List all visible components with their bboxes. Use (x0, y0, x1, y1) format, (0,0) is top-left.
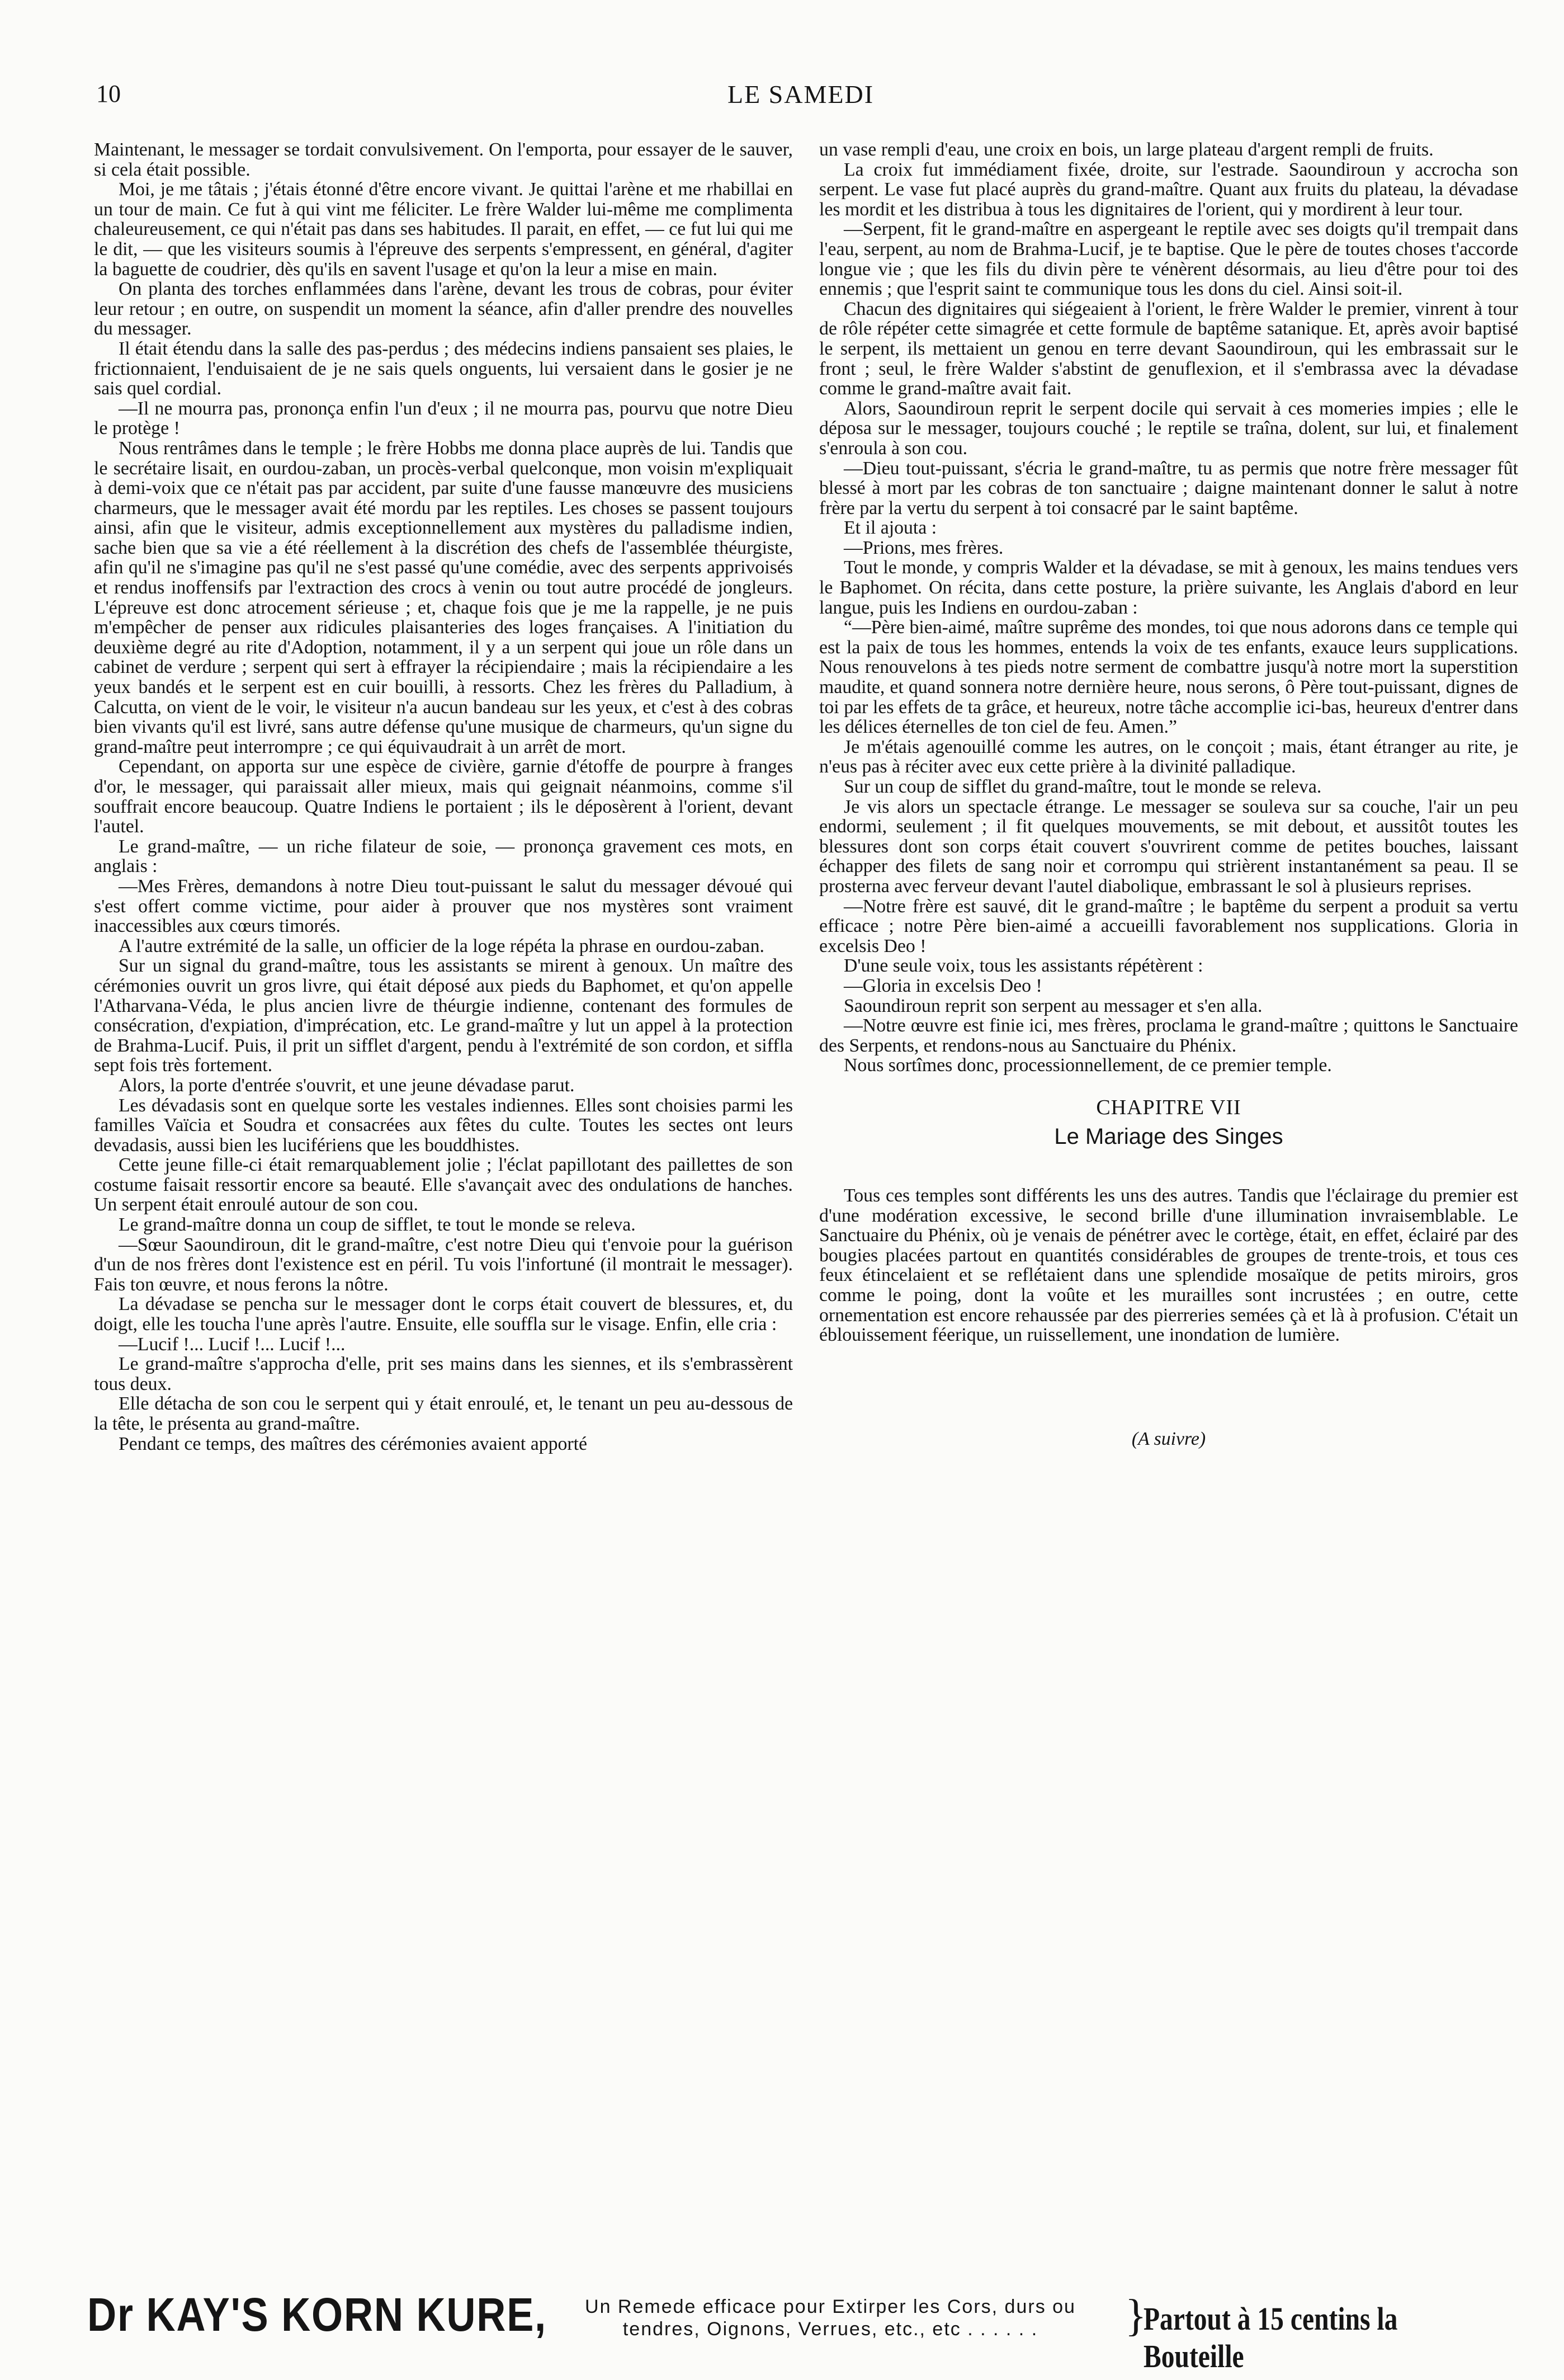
to-be-continued: (A suivre) (1131, 1428, 1206, 1449)
paragraph: Alors, la porte d'entrée s'ouvrit, et une jeune dévadase parut. (119, 1074, 575, 1096)
paragraph: Cependant, on apporta sur une espèce de civière, garnie d'étoffe de pourpre à franges d'or, le messager, qui paraissait aller mieux, mais qui geignait néanmoins, comme s'il souffrait encore beaucoup. Quatre Indiens le portaient ; ils le déposèrent à l'orient, devant l'autel. (94, 756, 793, 837)
paragraph: Le grand-maître, — un riche filateur de soie, — prononça gravement ces mots, en anglais : (94, 836, 793, 877)
ad-slogan: Partout à 15 centins la Bouteille (1144, 2301, 1398, 2374)
paragraph: Le grand-maître donna un coup de sifflet, te tout le monde se releva. (119, 1214, 636, 1236)
paragraph: Nous rentrâmes dans le temple ; le frère Hobbs me donna place auprès de lui. Tandis que le secrétaire lisait, en ourdou-zaban, un procès-verbal quelconque, mon voisin m'expliquait à demi-voix que ce n'était pas par accident, par suite d'une fausse manœuvre des musiciens charmeurs, que le messager avait été mordu par les reptiles. Les choses se passent toujours ainsi, afin que le visiteur, admis exceptionnellement aux mystères du palladisme indien, sache bien que sa vie a été réellement à la discrétion des chefs de l'assemblée théurgiste, afin qu'il ne s'imagine pas qu'il ne s'est passé qu'une comédie, avec des serpents apprivoisés et rendus inoffensifs par l'extraction des crocs à venin ou tout autre procédé de jongleurs. L'épreuve est donc atrocement sérieuse ; et, chaque fois que je me la rappelle, je ne puis m'empêcher de penser aux ridicules plaisanteries des loges françaises. A l'initiation du deuxième degré au rite d'Adoption, notamment, il y a un serpent qui joue un rôle dans un cabinet de verdure ; serpent qui sert à effrayer la récipiendaire ; mais la récipiendaire a les yeux bandés et le serpent est en cuir bouilli, à ressorts. Chez les frères du Palladium, à Calcutta, on vient de le voir, le visiteur n'a aucun bandeau sur les yeux, et c'est à des cobras bien vivants qu'il est livré, sans autre défense qu'une musique de charmeurs, qu'un signe du grand-maître peut interrompre ; ce qui équivaudrait à un arrêt de mort. (94, 437, 793, 757)
paragraph: —Prions, mes frères. (844, 537, 1004, 558)
paragraph: Cette jeune fille-ci était remarquablement jolie ; l'éclat papillotant des paillettes de son costume faisait ressortir encore sa beauté. Elle s'avançait avec des ondulations de hanches. Un serpent était enroulé autour de son cou. (94, 1154, 793, 1215)
paragraph: —Lucif !... Lucif !... Lucif !... (119, 1333, 346, 1355)
paragraph: —Gloria in excelsis Deo ! (844, 975, 1042, 996)
paragraph: Pendant ce temps, des maîtres des cérémonies avaient apporté (119, 1433, 588, 1454)
paragraph: Nous sortîmes donc, processionnellement, de ce premier temple. (844, 1055, 1332, 1076)
ad-description (534, 2296, 1127, 2340)
paragraph: un vase rempli d'eau, une croix en bois, un large plateau d'argent rempli de fruits. (819, 140, 1434, 160)
chapter-title: Le Mariage des Singes (1054, 1124, 1283, 1149)
ad-description-line1: Un Remede efficace pour Extirper les Cors, durs ou (585, 2296, 1076, 2317)
paragraph: Le grand-maître s'approcha d'elle, prit ses mains dans les siennes, et ils s'embrassèrent tous deux. (94, 1354, 793, 1394)
paragraph: Alors, Saoundiroun reprit le serpent docile qui servait à ces momeries impies ; elle le déposa sur le messager, toujours couché ; le reptile se traîna, dolent, sur lui, et finalement s'enroula à son cou. (819, 398, 1518, 459)
paragraph: On planta des torches enflammées dans l'arène, devant les trous de cobras, pour éviter leur retour ; en outre, on suspendit un moment la séance, afin d'aller prendre des nouvelles du messager. (94, 279, 793, 340)
paragraph: Moi, je me tâtais ; j'étais étonné d'être encore vivant. Je quittai l'arène et me rhabillai en un tour de main. Ce fut à qui vint me féliciter. Le frère Walder lui-même me complimenta chaleureusement, ce qui n'était pas dans ses habitudes. Il parait, en effet, — ce fut lui qui me le dit, — que les visiteurs soumis à l'épreuve des serpents s'empressent, en général, d'agiter la baguette de coudrier, dès qu'ils en savent l'usage et qu'on la leur a mise en main. (94, 179, 793, 280)
paragraph: —Il ne mourra pas, prononça enfin l'un d'eux ; il ne mourra pas, pourvu que notre Dieu le protège ! (94, 398, 793, 439)
paragraph: Sur un coup de sifflet du grand-maître, tout le monde se releva. (844, 776, 1322, 797)
advertisement-banner (0, 2288, 1564, 2374)
paragraph: Tout le monde, y compris Walder et la dévadase, se mit à genoux, les mains tendues vers le Baphomet. On récita, dans cette posture, la prière suivante, les Anglais d'abord en leur langue, puis les Indiens en ourdou-zaban : (819, 557, 1518, 618)
ad-description-line2: tendres, Oignons, Verrues, etc., etc . . . . . . (622, 2318, 1038, 2340)
paragraph: Il était étendu dans la salle des pas-perdus ; des médecins indiens pansaient ses plaies, le frictionnaient, l'enduisaient de je ne sais quels onguents, lui versaient dans le gosier je ne sais quel cordial. (94, 338, 793, 399)
paragraph: “—Père bien-aimé, maître suprême des mondes, toi que nous adorons dans ce temple qui est la paix de tous les hommes, entends la voix de tes enfants, exauce leurs supplications. Nous renouvelons à tes pieds notre serment de combattre jusqu'à notre mort la superstition maudite, et quand sonnera notre dernière heure, nous serons, ô Père tout-puissant, dignes de toi par les effets de ta grâce, et heureux, notre tâche accomplie ici-bas, heureux d'entrer dans les délices éternelles de ton ciel de feu. Amen.” (819, 617, 1518, 738)
paragraph: Elle détacha de son cou le serpent qui y était enroulé, et, le tenant un peu au-dessous de la tête, le présenta au grand-maître. (94, 1393, 793, 1434)
paragraph: Les dévadasis sont en quelque sorte les vestales indiennes. Elles sont choisies parmi les familles Vaïcia et Soudra et consacrées aux fêtes du culte. Toutes les sectes ont leurs devadasis, aussi bien les lucifériens que les bouddhistes. (94, 1095, 793, 1156)
left-column (94, 140, 793, 2209)
paragraph: —Sœur Saoundiroun, dit le grand-maître, c'est notre Dieu qui t'envoie pour la guérison d'un de nos frères dont l'existence est en péril. Tu vois l'infortuné (il montrait le messager). Fais ton œuvre, et nous ferons la nôtre. (94, 1234, 793, 1295)
paragraph: La dévadase se pencha sur le messager dont le corps était couvert de blessures, et, du doigt, elle les toucha l'une après l'autre. Ensuite, elle souffla sur le visage. Enfin, elle cria : (94, 1294, 793, 1335)
paragraph: —Notre frère est sauvé, dit le grand-maître ; le baptême du serpent a produit sa vertu efficace ; notre Père bien-aimé a accueilli favorablement nos supplications. Gloria in excelsis Deo ! (819, 896, 1518, 956)
paragraph: Maintenant, le messager se tordait convulsivement. On l'emporta, pour essayer de le sauver, si cela était possible. (94, 140, 793, 180)
paragraph: La croix fut immédiament fixée, droite, sur l'estrade. Saoundiroun y accrocha son serpent. Le vase fut placé auprès du grand-maître. Quant aux fruits du plateau, la dévadase les mordit et les distribua à tous les dignitaires de l'orient, qui y mordirent à leur tour. (819, 159, 1518, 220)
paragraph: Je vis alors un spectacle étrange. Le messager se souleva sur sa couche, l'air un peu endormi, seulement ; il fit quelques mouvements, se mit debout, et aussitôt toutes les blessures dont son corps était couvert s'ouvrirent comme de petites bouches, laissant échapper des filets de sang noir et corrompu qui strièrent instantanément sa peau. Il se prosterna avec ferveur devant l'autel diabolique, embrassant le sol à plusieurs reprises. (819, 796, 1518, 897)
paragraph: Et il ajouta : (844, 517, 937, 539)
paragraph: Tous ces temples sont différents les uns des autres. Tandis que l'éclairage du premier est d'une modération excessive, le second brille d'une illumination invraisemblable. Le Sanctuaire du Phénix, où je venais de pénétrer avec le cortège, était, en effet, éclairé par des bougies placées partout en quantités considérables de groupes de trente-trois, et tous ces feux étincelaient et se reflétaient dans une splendide mosaïque de petits miroirs, gros comme le poing, dont la voûte et les murailles sont incrustées ; en outre, cette ornementation est encore rehaussée par des pierreries semées çà et là à profusion. C'était un éblouissement féerique, un ruissellement, une inondation de lumière. (819, 1185, 1518, 1346)
running-title: LE SAMEDI (727, 80, 875, 109)
ad-brand: Dr KAY'S KORN KURE, (87, 2288, 547, 2341)
chapter-number: CHAPITRE VII (1096, 1095, 1241, 1119)
page-number: 10 (96, 80, 121, 107)
paragraph: Je m'étais agenouillé comme les autres, on le conçoit ; mais, étant étranger au rite, je n'eus pas à réciter avec eux cette prière à la divinité palladique. (819, 736, 1518, 777)
paragraph: —Mes Frères, demandons à notre Dieu tout-puissant le salut du messager dévoué qui s'est offert comme victime, pour aider à prouver que nos mystères sont vraiment inaccessibles aux cœurs timorés. (94, 875, 793, 937)
brace-icon: } (1125, 2291, 1147, 2340)
paragraph: Saoundiroun reprit son serpent au messager et s'en alla. (844, 995, 1263, 1016)
paragraph: Chacun des dignitaires qui siégeaient à l'orient, le frère Walder le premier, vinrent à tour de rôle répéter cette simagrée et cette formule de baptême satanique. Et, après avoir baptisé le serpent, ils mettaient un genou en terre devant Saoundiroun, qui les embrassait sur le front ; seul, le frère Walder s'abstint de genuflexion, et il s'embrassa avec la dévadase comme le grand-maître avait fait. (819, 298, 1518, 399)
paragraph: D'une seule voix, tous les assistants répétèrent : (844, 955, 1203, 977)
paragraph: A l'autre extrémité de la salle, un officier de la loge répéta la phrase en ourdou-zaban. (119, 935, 764, 956)
page-header (96, 74, 1505, 119)
right-column-paragraphs (819, 140, 1518, 1076)
paragraph: —Dieu tout-puissant, s'écria le grand-maître, tu as permis que notre frère messager fût blessé à mort par les cobras de ton sanctuaire ; daigne maintenant donner le salut à notre frère par la vertu du serpent à toi consacré par le saint baptême. (819, 458, 1518, 519)
chapter-paragraphs (819, 1186, 1518, 1345)
paragraph: —Notre œuvre est finie ici, mes frères, proclama le grand-maître ; quittons le Sanctuaire des Serpents, et rendons-nous au Sanctuaire du Phénix. (819, 1015, 1518, 1056)
paragraph: Sur un signal du grand-maître, tous les assistants se mirent à genoux. Un maître des cérémonies ouvrit un gros livre, qui était déposé aux pieds du Baphomet, et qu'on appelle l'Atharvana-Véda, le plus ancien livre de théurgie indienne, contenant des formules de consécration, d'expiation, d'imprécation, etc. Le grand-maître y lut un appel à la protection de Brahma-Lucif. Puis, il prit un sifflet d'argent, pendu à l'extrémité de son cordon, et siffla sept fois très fortement. (94, 955, 793, 1076)
paragraph: —Serpent, fit le grand-maître en aspergeant le reptile avec ses doigts qu'il trempait dans l'eau, serpent, au nom de Brahma-Lucif, je te baptise. Que le père de toutes choses t'accorde longue vie ; que les fils du divin père te vénèrent désormais, au lieu d'être pour toi des ennemis ; que l'esprit saint te communique tous les dons du ciel. Ainsi soit-il. (819, 219, 1518, 300)
right-column (819, 140, 1518, 2209)
